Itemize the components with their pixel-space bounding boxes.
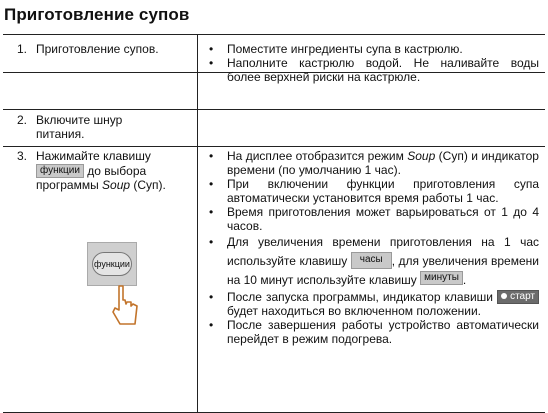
step-text <box>36 113 122 141</box>
row-divider <box>3 146 545 147</box>
row-divider <box>3 109 545 110</box>
step-text: Приготовление супов. <box>36 42 159 56</box>
list-item-continuation: более верхней риски на кастрюле. <box>227 70 421 84</box>
list-item: • Для увеличения времени приготовления на 1 час используйте клавишу часы , для увеличения времени на 10 минут используйте клавишу минуты . <box>203 233 539 290</box>
list-item: • Время приготовления может варьироваться от 1 до 4 часов. <box>203 205 539 233</box>
page-title: Приготовление супов <box>4 5 190 24</box>
step-text <box>36 149 196 192</box>
step-number: 3. <box>17 149 28 163</box>
program-name: Soup <box>102 178 131 192</box>
step-details <box>203 149 539 346</box>
step-text-line: до выбора <box>87 164 147 178</box>
minutes-key: минуты <box>420 271 463 285</box>
step-number: 2. <box>17 113 28 127</box>
column-divider <box>197 35 198 413</box>
list-item: • После завершения работы устройство автоматически перейдет в режим подогрева. <box>203 318 539 346</box>
step-text-line: программы <box>36 178 103 192</box>
instructions-table <box>3 34 545 413</box>
list-item: • На дисплее отобразится режим Soup (Суп) и индикатор времени (по умолчанию 1 час). <box>203 149 539 177</box>
indicator-dot-icon <box>501 293 507 299</box>
function-button-label: функции <box>92 252 132 276</box>
list-item: • При включении функции приготовления супа автоматически установится время работы 1 час. <box>203 177 539 205</box>
step-text-line: (Суп). <box>130 178 166 192</box>
program-name: Soup <box>407 149 436 163</box>
function-button-illustration <box>87 242 137 286</box>
list-item: • После запуска программы, индикатор клавиши старт будет находиться во включенном положении. <box>203 290 539 318</box>
start-key: старт <box>497 290 539 304</box>
step-text-line: Включите шнур <box>36 113 123 127</box>
step-details <box>203 42 539 84</box>
function-key: функции <box>36 164 84 178</box>
step-text-line: питания. <box>36 127 85 141</box>
list-item: • Наполните кастрюлю водой. Не наливайте воды <box>203 56 539 70</box>
hours-key: часы <box>351 252 392 269</box>
list-item: • Поместите ингредиенты супа в кастрюлю. <box>203 42 539 56</box>
step-text-line: Нажимайте клавишу <box>36 149 151 163</box>
step-number: 1. <box>17 42 28 56</box>
finger-press-icon <box>111 284 141 330</box>
